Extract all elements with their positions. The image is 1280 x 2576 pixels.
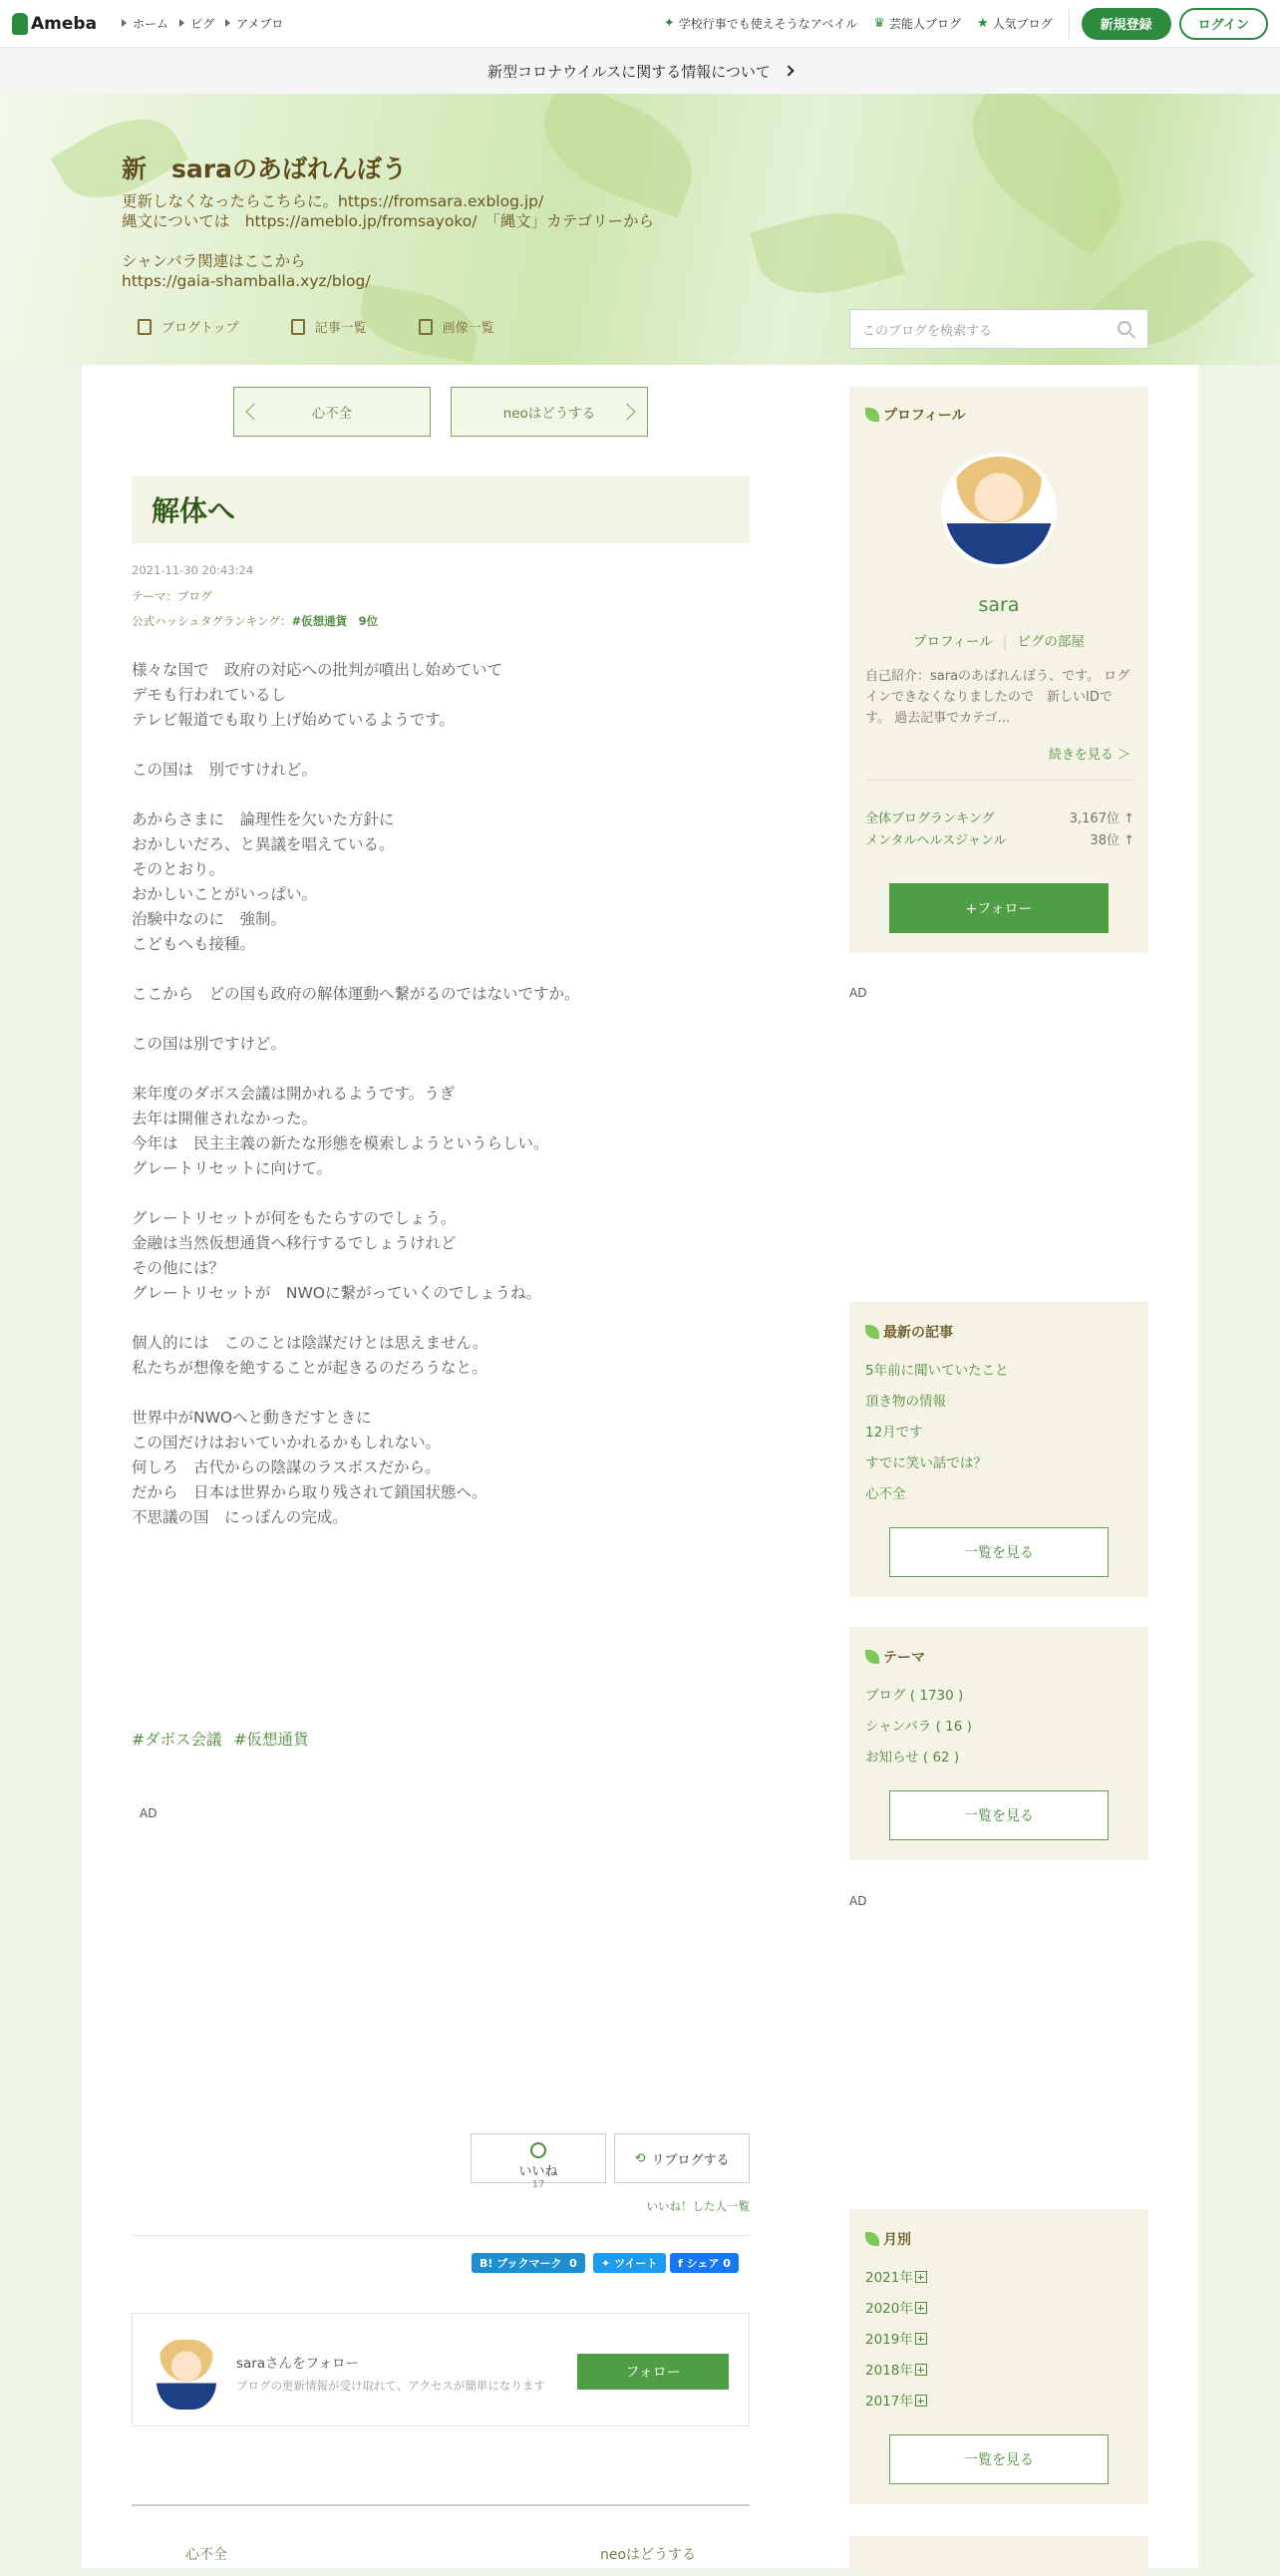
- recent-list-button[interactable]: 一覧を見る: [889, 1527, 1109, 1577]
- monthly-archive-box: [849, 2209, 1148, 2504]
- crown-icon: ♛: [873, 16, 885, 31]
- leaf-decoration: [750, 196, 905, 310]
- document-icon: [138, 319, 152, 335]
- leaf-icon: [865, 2232, 879, 2246]
- profile-heading: プロフィール: [865, 405, 966, 425]
- ameba-frog-icon: [12, 13, 28, 35]
- list-item[interactable]: 心不全: [865, 1486, 906, 1502]
- entry-theme-link[interactable]: テーマ：ブログ: [132, 589, 212, 603]
- expand-icon[interactable]: [915, 2395, 927, 2407]
- avatar: [157, 2340, 216, 2410]
- monthly-heading: 月別: [865, 2229, 911, 2249]
- facebook-share-button[interactable]: f シェア 0: [670, 2253, 739, 2273]
- covid-notice-link[interactable]: 新型コロナウイルスに関する情報について: [0, 48, 1280, 94]
- list-item[interactable]: 12月です: [865, 1425, 923, 1441]
- nav-home[interactable]: ホーム: [133, 17, 169, 31]
- like-list-link[interactable]: いいね！した人一覧: [646, 2199, 750, 2213]
- expand-icon[interactable]: [915, 2271, 927, 2283]
- sparkle-icon: ✦: [663, 16, 675, 31]
- divider: [865, 780, 1134, 781]
- entry-date: 2021-11-30 20:43:24: [132, 563, 254, 577]
- star-icon: ★: [976, 16, 989, 31]
- divider: [132, 2235, 750, 2236]
- list-item[interactable]: お知らせ ( 62 ): [865, 1750, 960, 1766]
- recent-list: [865, 1356, 1009, 1510]
- theme-box: [849, 1627, 1148, 1860]
- expand-icon[interactable]: [915, 2302, 927, 2314]
- expand-icon[interactable]: [915, 2364, 927, 2376]
- entry-title[interactable]: 解体へ: [132, 476, 750, 543]
- facebook-icon: f: [678, 2256, 683, 2270]
- leaf-icon: [865, 1325, 879, 1339]
- list-item[interactable]: 頂き物の情報: [865, 1394, 946, 1410]
- tag-link[interactable]: #ダボス会議: [132, 1731, 222, 1749]
- month-list: [865, 2263, 927, 2417]
- leaf-icon: [865, 408, 879, 422]
- image-list-link[interactable]: 画像一覧: [419, 317, 494, 336]
- list-item[interactable]: ブログ ( 1730 ): [865, 1688, 964, 1704]
- monthly-list-button[interactable]: 一覧を見る: [889, 2434, 1109, 2484]
- blog-top-link[interactable]: ブログトップ: [138, 317, 239, 336]
- blog-search-input[interactable]: このブログを検索する: [849, 309, 1148, 349]
- genre-ranking[interactable]: メンタルヘルスジャンル 38位 ↑: [865, 833, 1134, 848]
- profile-links: プロフィール | ピグの部屋: [913, 634, 1085, 650]
- hashtag-ranking[interactable]: 公式ハッシュタグランキング：#仮想通貨 9位: [132, 614, 379, 628]
- follow-box: saraさんをフォロー ブログの更新情報が受け取れて、アクセスが簡単になります フォロー: [132, 2313, 750, 2426]
- next-entry-button[interactable]: neoはどうする: [451, 387, 648, 437]
- chevron-left-icon: [246, 404, 263, 421]
- leaf-icon: [865, 1650, 879, 1664]
- entry-tags: [132, 1728, 321, 1750]
- list-item[interactable]: 2020年: [865, 2294, 927, 2325]
- list-item[interactable]: 5年前に聞いていたこと: [865, 1363, 1009, 1379]
- camera-icon: [419, 319, 433, 335]
- bottom-prev-link[interactable]: 心不全: [185, 2547, 227, 2563]
- sidebar-follow-button[interactable]: +フォロー: [889, 883, 1109, 933]
- global-nav: [111, 15, 283, 32]
- popular-blog-link[interactable]: ★ 人気ブログ: [976, 16, 1053, 31]
- copy-icon: [291, 319, 305, 335]
- tweet-button[interactable]: ✦ ツイート: [593, 2253, 666, 2273]
- profile-avatar[interactable]: [941, 453, 1057, 568]
- smile-icon: [530, 2142, 546, 2158]
- list-item[interactable]: 2018年: [865, 2356, 927, 2387]
- register-button[interactable]: 新規登録: [1082, 8, 1171, 40]
- tag-link[interactable]: #仮想通貨: [233, 1731, 309, 1749]
- read-more-link[interactable]: 続きを見る ＞: [1048, 748, 1130, 763]
- celebrity-blog-link[interactable]: ♛ 芸能人ブログ: [873, 16, 961, 31]
- bottom-next-link[interactable]: neoはどうする: [600, 2547, 697, 2563]
- list-item[interactable]: 2019年: [865, 2325, 927, 2356]
- hatena-bookmark-button[interactable]: B! ブックマーク 0: [472, 2253, 585, 2273]
- pigg-room-link[interactable]: ピグの部屋: [1017, 634, 1085, 650]
- leaf-decoration: [945, 94, 1149, 256]
- reblog-icon: ⟲: [634, 2150, 646, 2166]
- profile-name[interactable]: sara: [978, 594, 1020, 616]
- entry-list-link[interactable]: 記事一覧: [291, 317, 367, 336]
- divider: [1069, 9, 1070, 39]
- ad-label: AD: [849, 1894, 867, 1908]
- reblog-button[interactable]: ⟲ リブログする: [614, 2133, 750, 2183]
- theme-list: [865, 1681, 972, 1773]
- profile-intro: 自己紹介：saraのあばれんぼう、です。 ログインできなくなりましたので 新しいIDです。 過去記事でカテゴ...: [865, 669, 1130, 726]
- divider: [132, 2504, 750, 2506]
- theme-heading: テーマ: [865, 1647, 925, 1667]
- promo-link[interactable]: ✦ 学校行事でも使えそうなアベイル: [663, 16, 858, 31]
- overall-ranking[interactable]: 全体ブログランキング 3,167位 ↑: [865, 811, 1134, 826]
- follow-button[interactable]: フォロー: [577, 2354, 729, 2390]
- ad-label: AD: [140, 1806, 158, 1820]
- global-header: [0, 0, 1280, 48]
- nav-pigg[interactable]: ピグ: [190, 17, 215, 31]
- theme-list-button[interactable]: 一覧を見る: [889, 1790, 1109, 1840]
- login-button[interactable]: ログイン: [1179, 8, 1268, 40]
- prev-entry-button[interactable]: 心不全: [233, 387, 431, 437]
- chevron-right-icon: [619, 404, 636, 421]
- blog-nav: [138, 317, 546, 336]
- ameba-logo[interactable]: Ameba: [12, 13, 97, 35]
- expand-icon[interactable]: [915, 2333, 927, 2345]
- list-item[interactable]: シャンバラ ( 16 ): [865, 1719, 972, 1735]
- like-count: 17: [531, 2179, 545, 2190]
- list-item[interactable]: 2017年: [865, 2387, 927, 2417]
- like-button[interactable]: いいね 17: [471, 2133, 606, 2183]
- profile-box: [849, 387, 1148, 953]
- entry-body: 様々な国で 政府の対応への批判が噴出し始めていて デモも行われているし テレビ報道でも取り上げ始めているようです。 この国は 別ですけれど。 あからさまに 論理性を欠いた方針に おかしいだろ、と異議を唱えている。 そのとおり。 おかしいことがいっぱい。 治験中なのに 強制。 こどもへも接種。 ここから どの国も政府の解体運動へ繋がるのではないですか。 この国は別ですけど。 来年度のダボス会議は開かれるようです。うぎ 去年は開催されなかった。 今年は 民主主義の新たな形態を模索しようというらしい。 グレートリセットに向けて。 グレートリセットが何をもたらすのでしょう。 金融は当然仮想通貨へ移行するでしょうけれど その他には？ グレートリセットが NWOに繋がっていくのでしょうね。 個人的には このことは陰謀だけとは思えません。 私たちが想像を絶することが起きるのだろうなと。 世界中がNWOへと動きだすときに この国だけはおいていかれるかもしれない。 何しろ 古代からの陰謀のラスボスだから。 だから 日本は世界から取り残されて鎖国状態へ。 不思議の国 にっぽんの完成。: [132, 661, 580, 1526]
- blog-title[interactable]: 新 saraのあばれんぼう: [122, 155, 407, 183]
- header-right: [664, 8, 1280, 40]
- recent-entries-box: [849, 1302, 1148, 1597]
- list-item[interactable]: すでに笑い話では？: [865, 1455, 987, 1471]
- next-sidebar-box: [849, 2536, 1148, 2576]
- blog-description: 更新しなくなったらこちらに。https://fromsara.exblog.jp/ 縄文については https://ameblo.jp/fromsayoko/ 「縄文」カテゴリーから シャンバラ関連はここから https://gaia-shamballa.xyz/blog/: [122, 192, 655, 290]
- chevron-right-icon: [783, 65, 794, 76]
- twitter-icon: ✦: [601, 2256, 611, 2270]
- search-icon[interactable]: [1118, 321, 1131, 335]
- profile-link[interactable]: プロフィール: [913, 634, 993, 650]
- ad-label: AD: [849, 986, 867, 1000]
- nav-ameblo[interactable]: アメブロ: [236, 17, 284, 31]
- list-item[interactable]: 2021年: [865, 2263, 927, 2294]
- recent-heading: 最新の記事: [865, 1322, 953, 1342]
